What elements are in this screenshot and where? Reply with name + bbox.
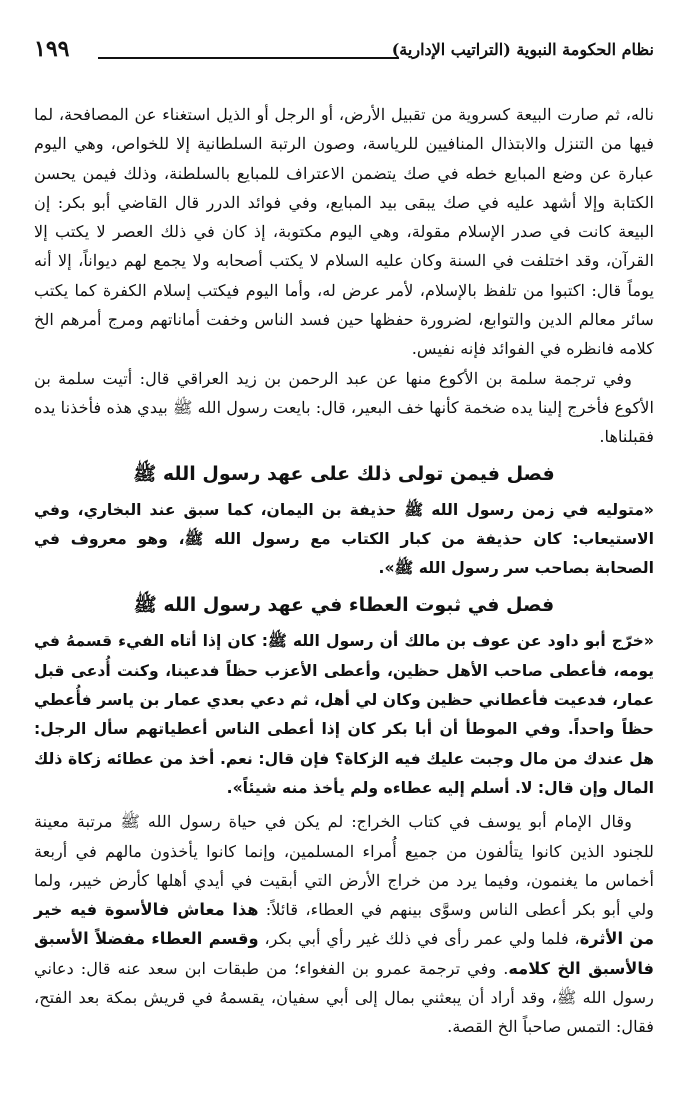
section-heading-2: فصل في ثبوت العطاء في عهد رسول الله ﷺ [133, 594, 555, 617]
page-body [34, 100, 654, 1042]
paragraph-5-quote-umar: وقسم العطاء مفضلاً الأسبق فالأسبق الخ كلامه [34, 929, 654, 978]
section-heading-1: فصل فيمن تولى ذلك على عهد رسول الله ﷺ [133, 462, 555, 485]
paragraph-5-part-c: ، فلما ولي عمر رأى في ذلك غير رأي أبي بكر، [258, 929, 580, 949]
paragraph-5 [34, 807, 654, 1041]
running-title: نظام الحكومة النبوية (التراتيب الإدارية) [391, 40, 654, 59]
paragraph-5-part-e: . وفي ترجمة عمرو بن الفغواء؛ من طبقات ابن سعد عنه قال: دعاني رسول الله ﷺ، وقد أراد أن يبعثني بمال إلى أبي سفيان، يقسمهُ في قريش بمكة بعد الفتح، فقال: التمس صاحباً الخ القصة. [34, 958, 654, 1037]
page-header [34, 36, 654, 66]
paragraph-5-quote-abu-bakr: هذا معاش فالأسوة فيه خير من الأثرة [34, 900, 654, 949]
page-number: ١٩٩ [34, 36, 70, 62]
paragraph-2: وفي ترجمة سلمة بن الأكوع منها عن عبد الرحمن بن زيد العراقي قال: أتيت سلمة بن الأكوع فأخرج إلينا يده ضخمة كأنها خف البعير، قال: بايعت رسول الله ﷺ بيدي هذه فأخذنا يده فقبلناها. [34, 368, 654, 447]
paragraph-3: «متوليه في زمن رسول الله ﷺ حذيفة بن اليمان، كما سبق عند البخاري، وفي الاستيعاب: كان حذيفة من كبار الكتاب مع رسول الله ﷺ، وهو معروف في الصحابة بصاحب سر رسول الله ﷺ». [34, 500, 654, 578]
paragraph-5-part-a: وقال الإمام أبو يوسف في كتاب الخراج: لم يكن في حياة رسول الله ﷺ مرتبة معينة للجنود الذين كانوا يتألفون من جميع أُمراء المسلمين، وإنما كانوا يأخذون مالهم في أربعة أخماس ما يغنمون، وفيما يرد من خراج الأرض التي أبقيت في أيدي أهلها كأرض خيبر، ولما ولي أبو بكر أعطى الناس وسوَّى بينهم في العطاء، قائلاً: [34, 812, 654, 920]
paragraph-1: ناله، ثم صارت البيعة كسروية من تقبيل الأرض، أو الرجل أو الذيل استغناء عن المصافحة، لما فيها من التنزل والابتذال المنافيين للرياسة، وصون الرتبة السلطانية إلا للخواص، وهي اليوم عبارة عن وضع المبايع خطه في صك يتضمن الاعتراف للمبايع بالسلطنة، وذلك فيمن يحسن الكتابة وإلا أشهد عليه في صك يبقى بيد المبايع، وفي فوائد الدرر قال القاضي أبو بكر: إن البيعة كانت في صدر الإسلام مقولة، وهي اليوم مكتوبة، إذ كان في ذلك العصر لا يكتب إلا القرآن، وقد اختلفت في السنة وكان عليه السلام لا يكتب أصحابه ولا يجمع لهم ديواناً، إلا أنه يوماً قال: اكتبوا من تلفظ بالإسلام، لأمر عرض له، وأما اليوم فيكتب إسلام الكفرة كما يكتب سائر معالم الدين والتوابع، لضرورة حفظها حين فسد الناس وخفت أماناتهم ومرج أمرهم الخ كلامه فانظره في الفوائد فإنه نفيس. [34, 105, 654, 359]
header-rule [98, 57, 399, 59]
paragraph-4: «خرّج أبو داود عن عوف بن مالك أن رسول الله ﷺ: كان إذا أتاه الفيء قسمهُ في يومه، فأعطى صاحب الأهل حظين، وأعطى الأعزب حظاً فدعينا، وكنت أُدعى قبل عمار، فدعيت فأعطاني حظين وكان لي أهل، ثم دعي بعدي عمار بن ياسر فأُعطي حظاً واحداً. وفي الموطأ أن أبا بكر كان إذا أعطى الناس أعطياتهم سأل الرجل: هل عندك من مال وجبت عليك فيه الزكاة؟ فإن قال: نعم. أخذ من عطائه زكاة ذلك المال وإن قال: لا. أسلم إليه عطاءه ولم يأخذ منه شيئاً». [34, 632, 654, 797]
